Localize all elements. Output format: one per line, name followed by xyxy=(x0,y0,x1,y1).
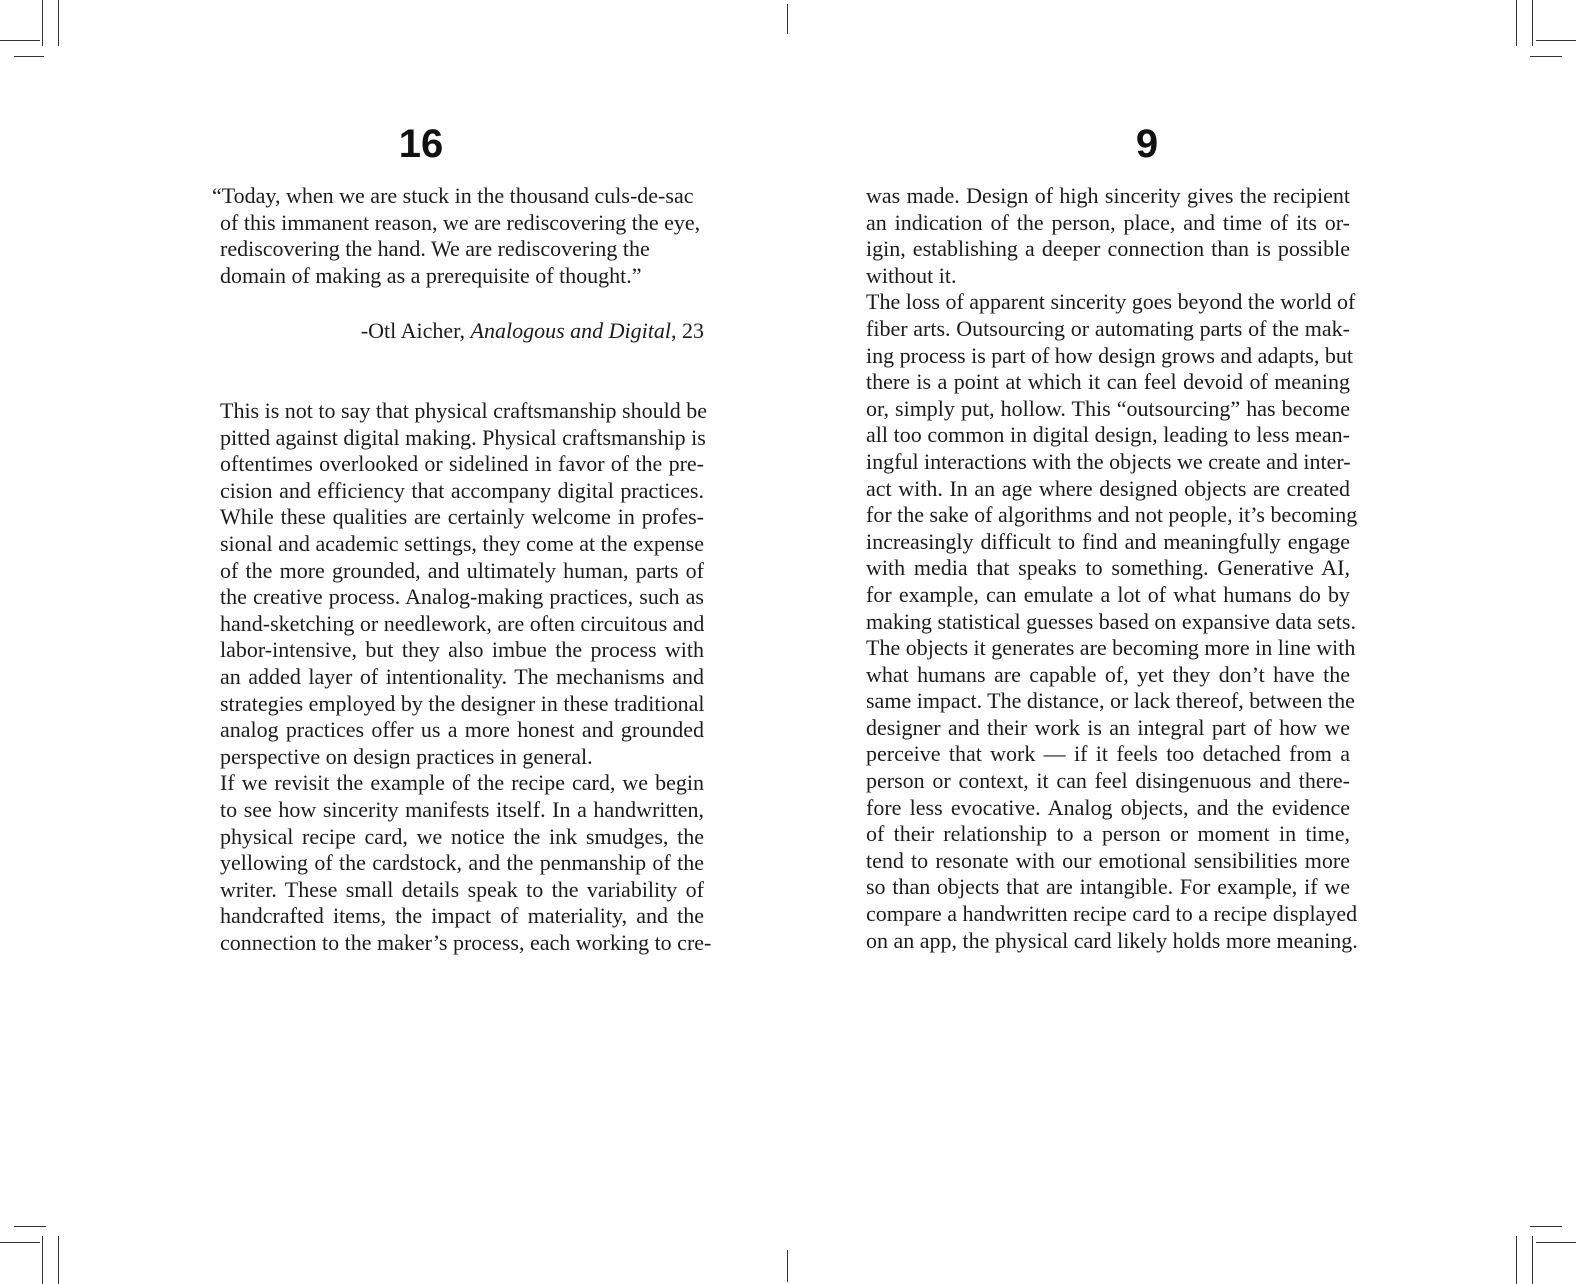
text-line: This is not to say that physical craftsmanship should be xyxy=(220,398,707,423)
text-line: what humans are capable of, yet they don’t have the xyxy=(866,661,1350,687)
text-line: writer. These small details speak to the variability of xyxy=(220,876,704,902)
text-line: igin, establishing a deeper connection than is possible xyxy=(866,236,1350,262)
text-line: same impact. The distance, or lack thereof, between the xyxy=(866,688,1355,714)
epigraph-line: “Today, when we are stuck in the thousand culs-de-sac xyxy=(212,183,694,208)
text-line: all too common in digital design, leading to less mean- xyxy=(866,422,1350,448)
text-line: to see how sincerity manifests itself. In a handwritten, xyxy=(220,796,704,822)
text-line: there is a point at which it can feel devoid of meaning xyxy=(866,369,1350,395)
text-line: increasingly difficult to find and meaningfully engage xyxy=(866,528,1350,554)
text-line: hand-sketching or needlework, are often circuitous and xyxy=(220,610,705,636)
text-line: so than objects that are intangible. For example, if we xyxy=(866,874,1350,900)
text-line: yellowing of the cardstock, and the penmanship of the xyxy=(220,850,704,876)
text-line: act with. In an age where designed objects are created xyxy=(866,475,1350,501)
text-line: was made. Design of high sincerity gives the recipient xyxy=(866,183,1350,208)
text-line: handcrafted items, the impact of materiality, and the xyxy=(220,903,704,929)
text-line: The objects it generates are becoming more in line with xyxy=(866,635,1356,661)
epigraph-quote xyxy=(212,183,712,289)
text-line: fiber arts. Outsourcing or automating parts of the mak- xyxy=(866,315,1350,341)
text-line: perspective on design practices in general. xyxy=(220,743,593,769)
text-line: pitted against digital making. Physical craftsmanship is xyxy=(220,424,706,450)
attribution-author: -Otl Aicher, xyxy=(360,318,471,343)
text-line: with media that speaks to something. Generative AI, xyxy=(866,555,1350,581)
text-line: ingful interactions with the objects we create and inter- xyxy=(866,448,1351,474)
paragraph xyxy=(220,398,707,770)
body-text xyxy=(220,398,712,956)
text-line: for example, can emulate a lot of what humans do by xyxy=(866,581,1350,607)
text-line: of their relationship to a person or moment in time, xyxy=(866,821,1350,847)
text-line: perceive that work — if it feels too detached from a xyxy=(866,741,1350,767)
text-line: making statistical guesses based on expansive data sets. xyxy=(866,608,1356,634)
page-number: 9 xyxy=(1135,122,1159,166)
text-line: analog practices offer us a more honest and grounded xyxy=(220,717,704,743)
text-line: an added layer of intentionality. The mechanisms and xyxy=(220,663,704,689)
text-line: cision and efficiency that accompany digital practices. xyxy=(220,477,704,503)
text-line: physical recipe card, we notice the ink smudges, the xyxy=(220,823,704,849)
text-line: or, simply put, hollow. This “outsourcing” has become xyxy=(866,395,1350,421)
attribution-title: Analogous and Digital xyxy=(470,318,671,343)
body-text xyxy=(866,183,1358,954)
text-line: ing process is part of how design grows and adapts, but xyxy=(866,342,1353,368)
text-line: connection to the maker’s process, each working to cre- xyxy=(220,929,712,955)
text-line: without it. xyxy=(866,262,957,288)
text-line: The loss of apparent sincerity goes beyond the world of xyxy=(866,289,1356,315)
epigraph-attribution xyxy=(220,318,704,345)
paragraph xyxy=(866,183,1350,289)
text-line: oftentimes overlooked or sidelined in favor of the pre- xyxy=(220,451,704,477)
text-line: tend to resonate with our emotional sensibilities more xyxy=(866,847,1350,873)
text-line: the creative process. Analog-making practices, such as xyxy=(220,584,704,610)
text-line: sional and academic settings, they come at the expense xyxy=(220,530,704,556)
attribution-page: , 23 xyxy=(671,318,704,343)
text-line: an indication of the person, place, and time of its or- xyxy=(866,209,1350,235)
page-number: 16 xyxy=(398,122,444,166)
text-line: designer and their work is an integral part of how we xyxy=(866,714,1350,740)
text-line: of the more grounded, and ultimately human, parts of xyxy=(220,557,704,583)
text-line: on an app, the physical card likely holds more meaning. xyxy=(866,927,1358,953)
text-line: labor-intensive, but they also imbue the process with xyxy=(220,637,704,663)
text-line: If we revisit the example of the recipe card, we begin xyxy=(220,770,704,796)
epigraph-line: domain of making as a prerequisite of thought.” xyxy=(220,262,642,288)
epigraph-line: rediscovering the hand. We are rediscovering the xyxy=(220,236,650,262)
right-page xyxy=(788,0,1576,1284)
text-line: for the sake of algorithms and not people, it’s becoming xyxy=(866,502,1358,528)
text-line: person or context, it can feel disingenuous and there- xyxy=(866,768,1350,794)
text-line: fore less evocative. Analog objects, and the evidence xyxy=(866,794,1350,820)
paragraph xyxy=(866,289,1358,954)
paragraph xyxy=(220,770,712,956)
text-line: strategies employed by the designer in these traditional xyxy=(220,690,705,716)
text-line: While these qualities are certainly welcome in profes- xyxy=(220,504,704,530)
epigraph-line: of this immanent reason, we are rediscovering the eye, xyxy=(220,209,701,235)
text-line: compare a handwritten recipe card to a recipe displayed xyxy=(866,901,1358,927)
